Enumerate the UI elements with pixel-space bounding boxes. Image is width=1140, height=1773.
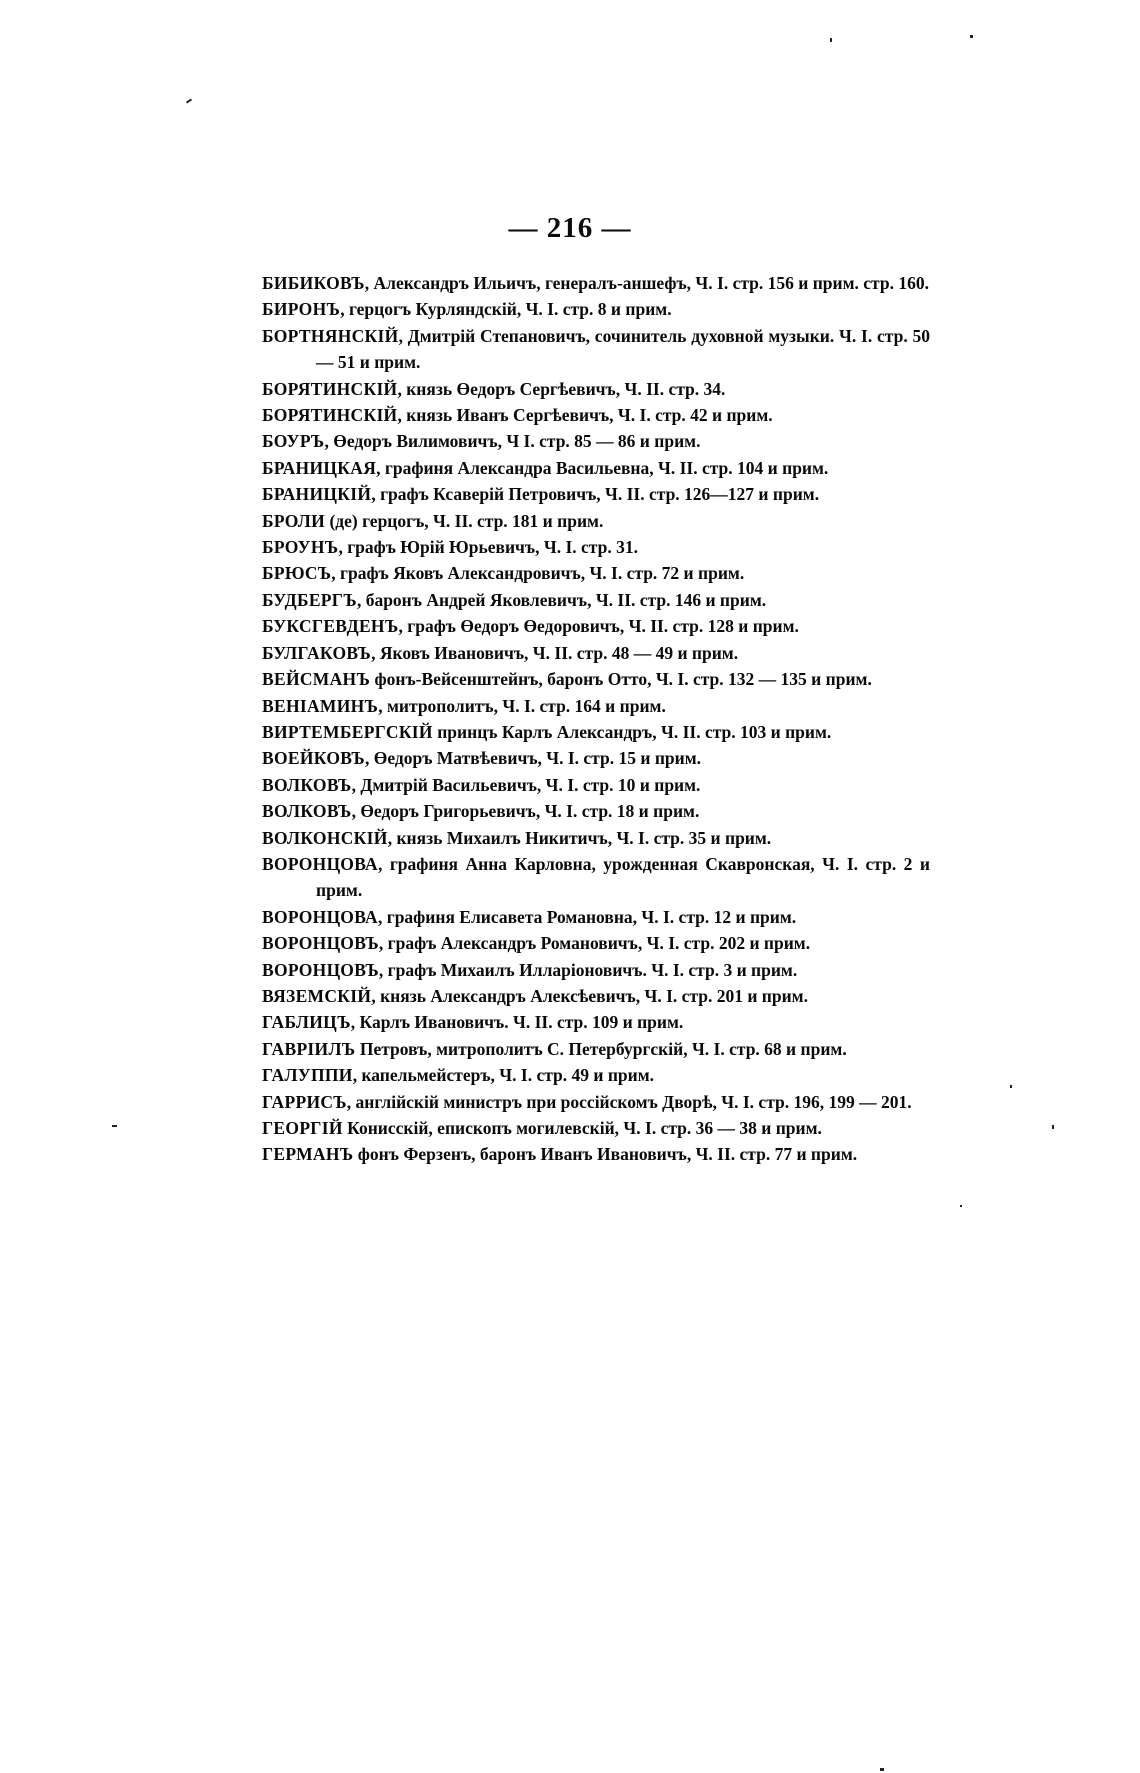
entry-detail: , графъ Өедоръ Өедоровичъ, Ч. II. стр. 128 и прим. — [398, 616, 799, 637]
entry-name: БРАНИЦКІЙ — [262, 484, 372, 505]
entry-name: ВОРОНЦОВА — [262, 906, 378, 927]
index-entry — [262, 1089, 930, 1115]
name-index — [262, 270, 930, 1168]
entry-detail: , Өедоръ Вилимовичъ, Ч I. стр. 85 — 86 и прим. — [324, 431, 701, 452]
entry-name: БОРЯТИНСКІЙ — [262, 378, 398, 399]
entry-detail: Петровъ, митрополитъ С. Петербургскій, Ч. I. стр. 68 и прим. — [355, 1038, 847, 1059]
entry-detail: , Дмитрій Степановичъ, сочинитель духовной музыки. Ч. I. стр. 50 — 51 и прим. — [316, 325, 930, 373]
index-entry — [262, 1062, 930, 1088]
entry-name: ГАЛУППИ — [262, 1065, 353, 1086]
entry-name: БРАНИЦКАЯ — [262, 457, 377, 478]
entry-name: ВОРОНЦОВЪ — [262, 959, 379, 980]
print-speck — [186, 98, 192, 103]
entry-name: ВОЛКОВЪ — [262, 774, 352, 795]
index-entry — [262, 402, 930, 428]
index-entry — [262, 296, 930, 322]
entry-detail: , графъ Юрій Юрьевичъ, Ч. I. стр. 31. — [338, 537, 638, 558]
entry-detail: , князь Иванъ Сергѣевичъ, Ч. I. стр. 42 и прим. — [397, 405, 773, 426]
entry-name: ВОРОНЦОВА — [262, 853, 378, 874]
entry-detail: , Александръ Ильичъ, генералъ-аншефъ, Ч. I. стр. 156 и прим. стр. 160. — [364, 273, 929, 293]
entry-detail: , графъ Михаилъ Илларіоновичъ. Ч. I. стр. 3 и прим. — [378, 959, 798, 980]
index-entry — [262, 1141, 930, 1167]
entry-name: ВЯЗЕМСКІЙ — [262, 985, 372, 1006]
entry-detail: , князь Михаилъ Никитичъ, Ч. I. стр. 35 и прим. — [387, 827, 772, 848]
entry-name: БУКСГЕВДЕНЪ — [262, 616, 399, 637]
index-entry — [262, 983, 930, 1009]
entry-name: ВОЛКОВЪ — [262, 801, 352, 822]
index-entry — [262, 693, 930, 719]
entry-name: ГЕОРГІЙ — [262, 1118, 343, 1138]
index-entry — [262, 798, 930, 824]
index-entry — [262, 825, 930, 851]
entry-detail: , графиня Александра Васильевна, Ч. II. стр. 104 и прим. — [376, 457, 829, 478]
entry-name: ВОРОНЦОВЪ — [262, 933, 379, 954]
entry-name: БУДБЕРГЪ — [262, 589, 357, 610]
entry-name: БОРЯТИНСКІЙ — [262, 405, 398, 426]
entry-detail: (де) герцогъ, Ч. II. стр. 181 и прим. — [325, 510, 604, 531]
index-entry — [262, 587, 930, 613]
entry-detail: , англійскій министръ при россійскомъ Дворѣ, Ч. I. стр. 196, 199 — 201. — [346, 1091, 912, 1112]
index-entry — [262, 1036, 930, 1062]
entry-detail: , Карлъ Ивановичъ. Ч. II. стр. 109 и прим. — [350, 1012, 684, 1033]
entry-name: ВЕЙСМАНЪ — [262, 669, 371, 690]
entry-detail: , капельмейстеръ, Ч. I. стр. 49 и прим. — [352, 1065, 655, 1086]
entry-detail: , герцогъ Курляндскій, Ч. I. стр. 8 и прим. — [340, 299, 672, 320]
entry-detail: , графъ Яковъ Александровичъ, Ч. I. стр. 72 и прим. — [331, 563, 745, 584]
entry-detail: , митрополитъ, Ч. I. стр. 164 и прим. — [378, 695, 666, 716]
entry-detail: фонъ-Вейсенштейнъ, баронъ Отто, Ч. I. стр. 132 — 135 и прим. — [370, 669, 872, 690]
print-speck — [830, 38, 832, 42]
entry-name: ВОЛКОНСКІЙ — [262, 827, 388, 848]
entry-name: БОУРЪ — [262, 431, 325, 452]
index-entry — [262, 904, 930, 930]
entry-detail: , Өедоръ Григорьевичъ, Ч. I. стр. 18 и прим. — [351, 801, 700, 822]
print-speck — [880, 1768, 884, 1771]
index-entry — [262, 376, 930, 402]
index-entry — [262, 508, 930, 534]
index-entry — [262, 851, 930, 904]
entry-name: БИРОНЪ — [262, 299, 341, 320]
print-speck — [1052, 1125, 1054, 1129]
print-speck — [1010, 1085, 1012, 1088]
entry-name: ВОЕЙКОВЪ — [262, 748, 365, 769]
entry-detail: , графъ Александръ Романовичъ, Ч. I. стр. 202 и прим. — [378, 933, 811, 954]
index-entry — [262, 666, 930, 692]
index-entry — [262, 772, 930, 798]
index-entry — [262, 957, 930, 983]
entry-name: БРЮСЪ — [262, 563, 332, 584]
page-number: — 216 — — [508, 212, 632, 244]
index-entry — [262, 930, 930, 956]
index-entry — [262, 640, 930, 666]
index-entry — [262, 481, 930, 507]
entry-detail: , графъ Ксаверій Петровичъ, Ч. II. стр. 126—127 и прим. — [371, 484, 820, 505]
entry-name: ВИРТЕМБЕРГСКІЙ — [262, 721, 433, 742]
index-entry — [262, 719, 930, 745]
index-entry — [262, 745, 930, 771]
index-entry — [262, 534, 930, 560]
index-entry — [262, 613, 930, 639]
entry-name: БИБИКОВЪ — [262, 273, 365, 293]
index-entry — [262, 428, 930, 454]
entry-detail: , Өедоръ Матвѣевичъ, Ч. I. стр. 15 и прим. — [364, 748, 702, 769]
entry-name: БУЛГАКОВЪ — [262, 642, 372, 663]
entry-detail: , Дмитрій Васильевичъ, Ч. I. стр. 10 и прим. — [351, 774, 701, 795]
entry-detail: , баронъ Андрей Яковлевичъ, Ч. II. стр. 146 и прим. — [356, 589, 767, 610]
entry-detail: , графиня Елисавета Романовна, Ч. I. стр. 12 и прим. — [378, 906, 797, 927]
print-speck — [960, 1205, 962, 1207]
index-entry — [262, 455, 930, 481]
print-speck — [970, 35, 973, 38]
entry-detail: фонъ Ферзенъ, баронъ Иванъ Ивановичъ, Ч. II. стр. 77 и прим. — [353, 1144, 858, 1165]
index-entry — [262, 560, 930, 586]
index-entry — [262, 1115, 930, 1141]
entry-name: БРОУНЪ — [262, 537, 339, 558]
entry-name: БРОЛИ — [262, 510, 326, 531]
entry-name: ГАВРІИЛЪ — [262, 1038, 356, 1059]
entry-detail: Конисскій, епископъ могилевскій, Ч. I. стр. 36 — 38 и прим. — [342, 1118, 822, 1138]
entry-detail: , Яковъ Ивановичъ, Ч. II. стр. 48 — 49 и прим. — [371, 642, 739, 663]
index-entry — [262, 270, 930, 296]
entry-detail: принцъ Карлъ Александръ, Ч. II. стр. 103 и прим. — [432, 721, 832, 742]
entry-name: ВЕНІАМИНЪ — [262, 695, 379, 716]
entry-name: ГЕРМАНЪ — [262, 1144, 354, 1165]
entry-name: ГАРРИСЪ — [262, 1091, 347, 1112]
index-entry — [262, 323, 930, 376]
entry-detail: , князь Өедоръ Сергѣевичъ, Ч. II. стр. 34. — [397, 378, 726, 399]
entry-name: ГАБЛИЦЪ — [262, 1012, 351, 1033]
entry-detail: , князь Александръ Алексѣевичъ, Ч. I. стр. 201 и прим. — [371, 985, 808, 1006]
entry-name: БОРТНЯНСКІЙ — [262, 325, 399, 346]
index-entry — [262, 1009, 930, 1035]
entry-detail: , графиня Анна Карловна, урожденная Скавронская, Ч. I. стр. 2 и прим. — [316, 853, 930, 901]
print-speck — [112, 1125, 117, 1127]
